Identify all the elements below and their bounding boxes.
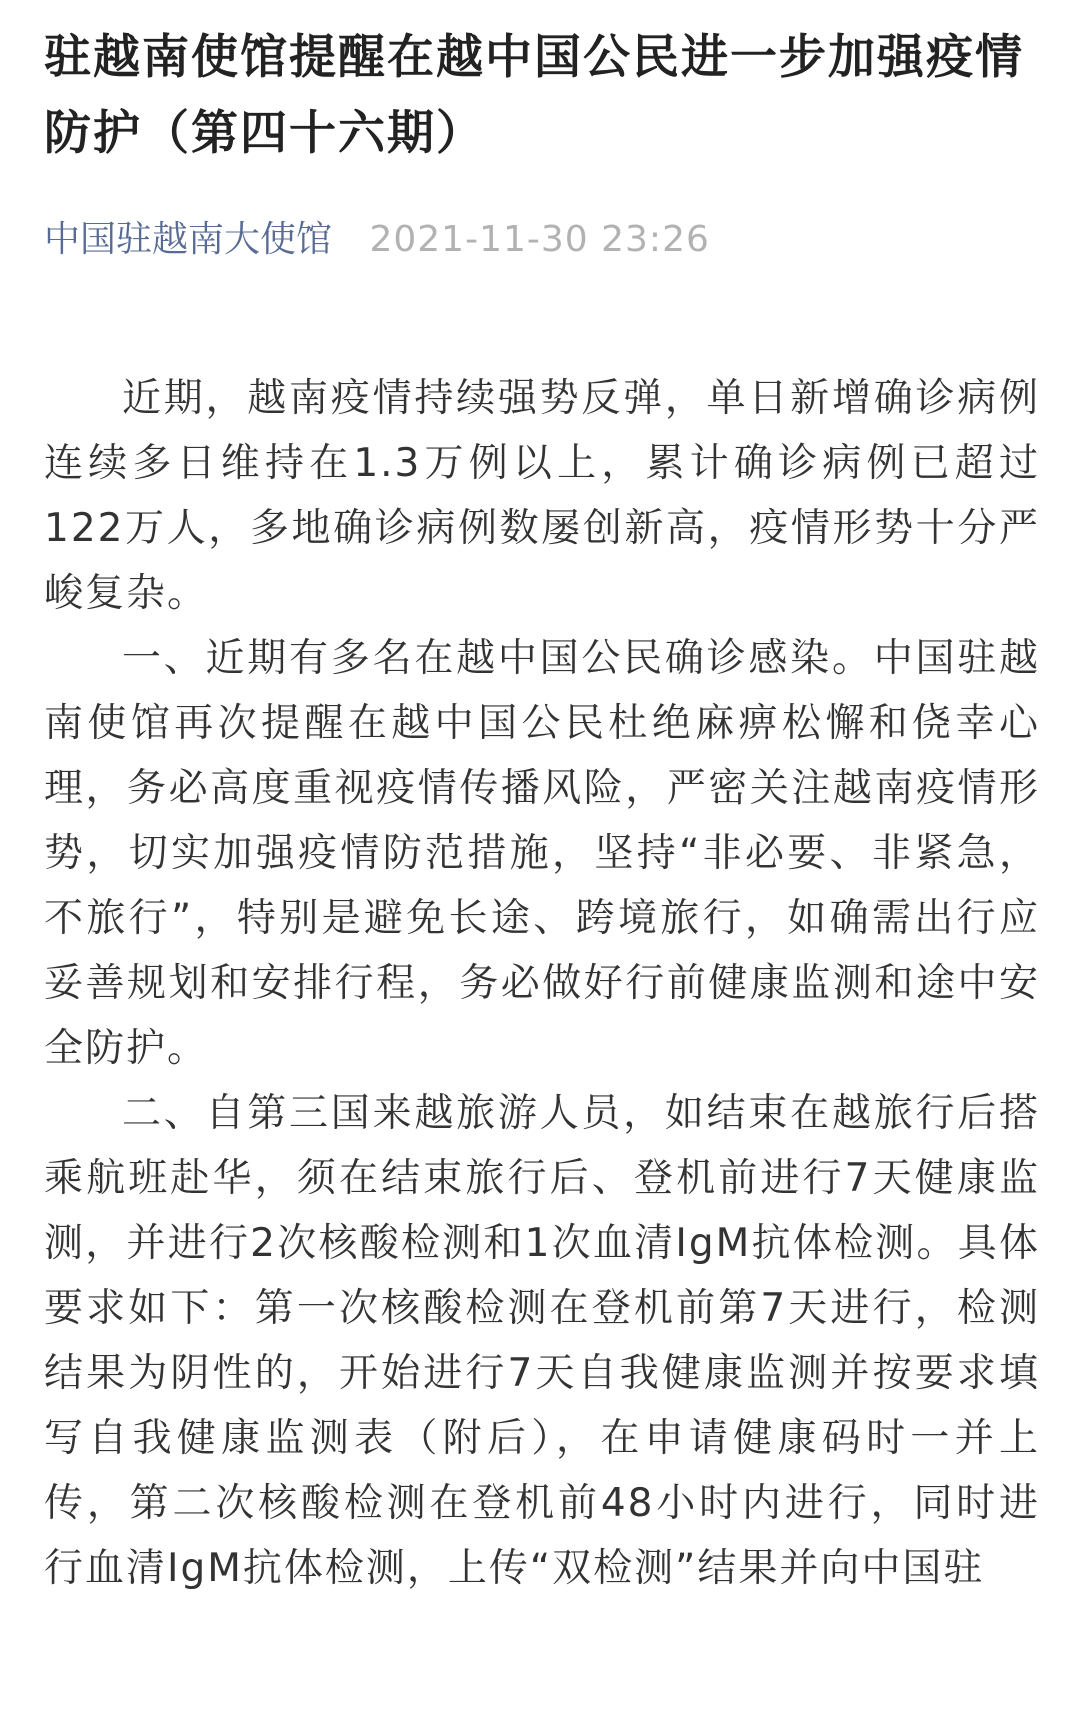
article-body (44, 366, 1040, 1601)
paragraph: 近期，越南疫情持续强势反弹，单日新增确诊病例连续多日维持在1.3万例以上，累计确诊病例已超过122万人，多地确诊病例数屡创新高，疫情形势十分严峻复杂。 (44, 376, 1040, 616)
article (44, 20, 1040, 1601)
article-meta (44, 216, 1040, 264)
paragraph: 一、近期有多名在越中国公民确诊感染。中国驻越南使馆再次提醒在越中国公民杜绝麻痹松懈和侥幸心理，务必高度重视疫情传播风险，严密关注越南疫情形势，切实加强疫情防范措施，坚持“非必要、非紧急，不旅行”，特别是避免长途、跨境旅行，如确需出行应妥善规划和安排行程，务必做好行前健康监测和途中安全防护。 (44, 636, 1040, 1071)
paragraph: 二、自第三国来越旅游人员，如结束在越旅行后搭乘航班赴华，须在结束旅行后、登机前进行7天健康监测，并进行2次核酸检测和1次血清IgM抗体检测。具体要求如下：第一次核酸检测在登机前第7天进行，检测结果为阴性的，开始进行7天自我健康监测并按要求填写自我健康监测表（附后），在申请健康码时一并上传，第二次核酸检测在登机前48小时内进行，同时进行血清IgM抗体检测，上传“双检测”结果并向中国驻 (44, 1091, 1040, 1591)
article-title: 驻越南使馆提醒在越中国公民进一步加强疫情防护（第四十六期） (44, 30, 1024, 161)
publish-time: 2021-11-30 23:26 (369, 219, 710, 260)
account-name-link[interactable]: 中国驻越南大使馆 (44, 219, 333, 260)
